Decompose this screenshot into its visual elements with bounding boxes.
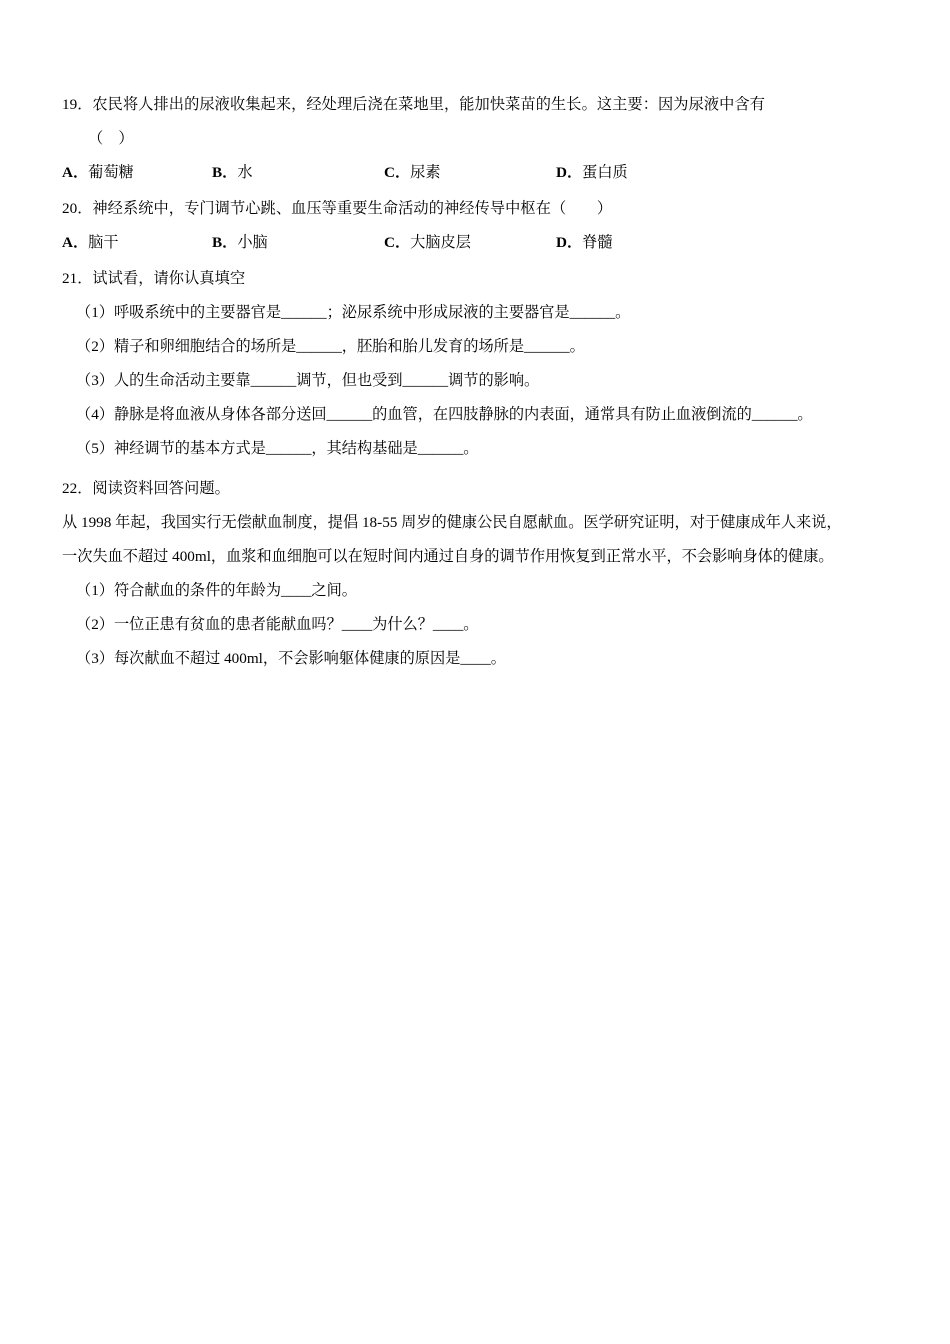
question-22-item-1: （1）符合献血的条件的年龄为____之间。 [76,582,357,599]
question-20-number: 20． [62,200,93,217]
option-a: A．葡萄糖 [62,164,134,181]
question-21-item-2: （2）精子和卵细胞结合的场所是______，胚胎和胎儿发育的场所是______。 [76,338,585,355]
question-22-passage-line-1: 从 1998 年起，我国实行无偿献血制度，提倡 18-55 周岁的健康公民自愿献血。医学研究证明，对于健康成年人来说， [62,514,842,531]
question-22 [62,472,882,676]
question-22-passage-line-2: 一次失血不超过 400ml，血浆和血细胞可以在短时间内通过自身的调节作用恢复到正常水平，不会影响身体的健康。 [62,548,834,565]
question-20-options [62,226,882,260]
question-19-number: 19． [62,96,93,113]
question-21-item-4: （4）静脉是将血液从身体各部分送回______的血管，在四肢静脉的内表面，通常具有防止血液倒流的______。 [76,406,813,423]
question-19-stem: 19．农民将人排出的尿液收集起来，经处理后浇在菜地里，能加快菜苗的生长。这主要：因为尿液中含有 [62,96,766,113]
question-20 [62,192,882,260]
option-c: C．大脑皮层 [384,234,471,251]
option-c: C．尿素 [384,164,441,181]
question-19-paren: （ ） [88,130,134,147]
question-20-stem: 20．神经系统中，专门调节心跳、血压等重要生命活动的神经传导中枢在（ ） [62,200,613,217]
option-d: D．蛋白质 [556,164,628,181]
question-21 [62,262,882,466]
question-22-number: 22． [62,480,93,497]
question-22-item-3: （3）每次献血不超过 400ml，不会影响躯体健康的原因是____。 [76,650,506,667]
option-b: B．水 [212,164,253,181]
question-22-item-2: （2）一位正患有贫血的患者能献血吗？____为什么？____。 [76,616,479,633]
question-21-item-1: （1）呼吸系统中的主要器官是______；泌尿系统中形成尿液的主要器官是______。 [76,304,631,321]
question-21-stem: 21．试试看，请你认真填空 [62,270,246,287]
question-21-item-5: （5）神经调节的基本方式是______，其结构基础是______。 [76,440,479,457]
question-22-stem: 22．阅读资料回答问题。 [62,480,230,497]
option-b: B．小脑 [212,234,268,251]
option-a: A．脑干 [62,234,119,251]
question-21-item-3: （3）人的生命活动主要靠______调节，但也受到______调节的影响。 [76,372,540,389]
question-19 [62,88,882,190]
question-21-number: 21． [62,270,93,287]
option-d: D．脊髓 [556,234,613,251]
question-19-options [62,156,882,190]
